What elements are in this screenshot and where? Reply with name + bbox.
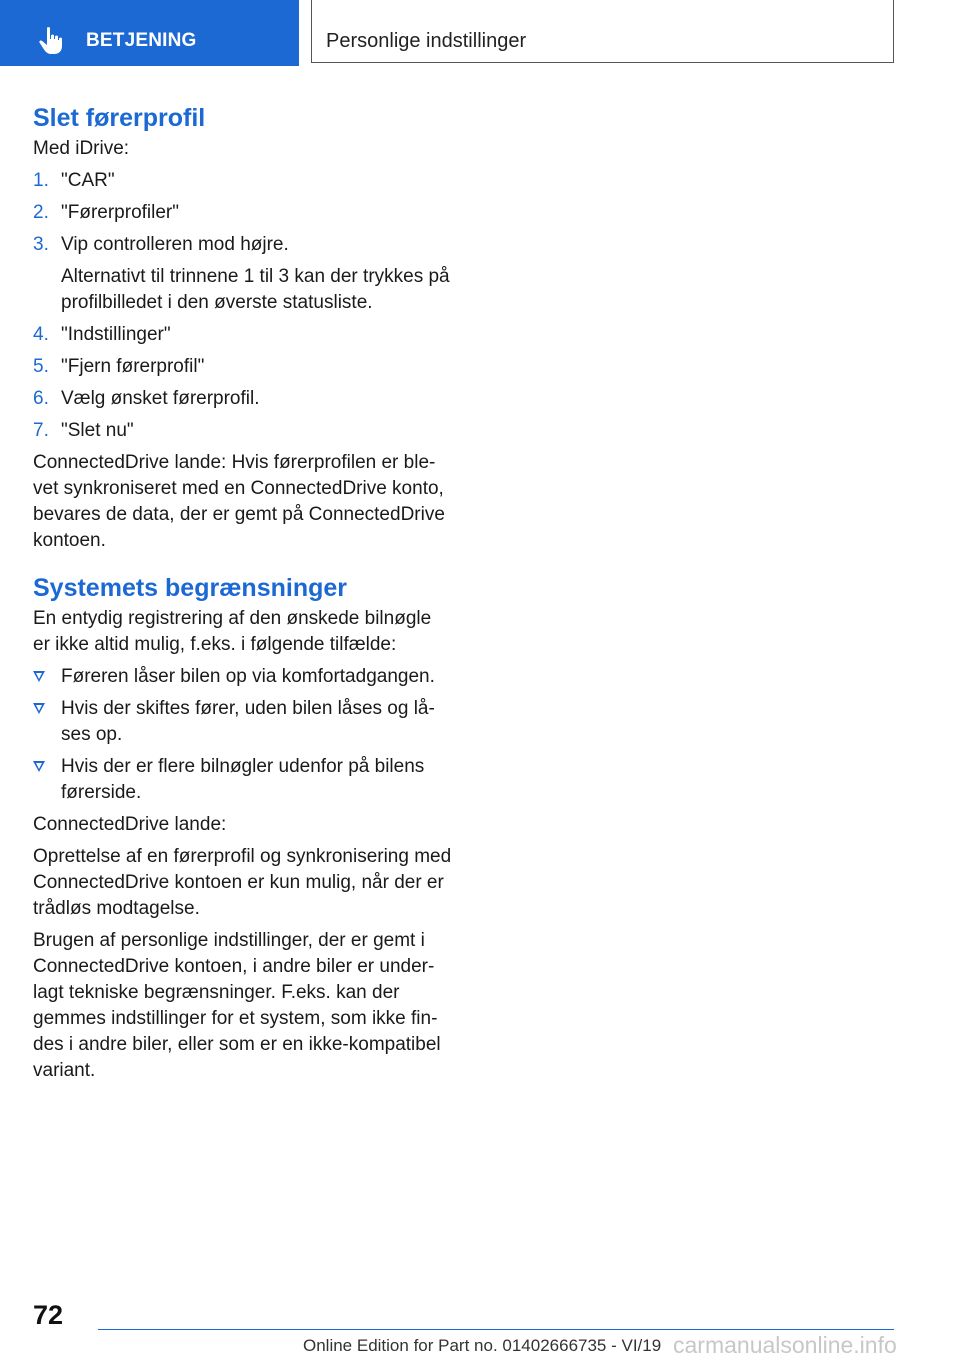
- paragraph: Brugen af personlige indstillinger, der er gemt i ConnectedDrive kontoen, i andre biler er under-lagt tekniske begrænsninger. F.eks. kan der gemmes indstillinger for et system, som ikke fin-des i andre biler, eller som er en ikke-kompatibel variant.: [33, 930, 441, 1081]
- step-number: 6.: [33, 388, 49, 409]
- intro-text: En entydig registrering af den ønskede bilnøgle er ikke altid mulig, f.eks. i følgende tilfælde:: [33, 608, 432, 655]
- list-item: [33, 754, 453, 806]
- step-number: 5.: [33, 356, 49, 377]
- list-item: [33, 664, 453, 690]
- list-item: [33, 354, 453, 380]
- bullet-text: Hvis der skiftes fører, uden bilen låses og lå-ses op.: [61, 698, 435, 745]
- page-number: 72: [33, 1300, 64, 1330]
- list-item: [33, 696, 453, 748]
- chapter-title: Personlige indstillinger: [326, 30, 527, 52]
- step-number: 3.: [33, 234, 49, 255]
- footer-edition-text: Online Edition for Part no. 01402666735 - VI/19: [303, 1336, 662, 1355]
- list-item: [33, 200, 453, 226]
- watermark: carmanualsonline.info: [673, 1332, 897, 1358]
- list-item: [33, 232, 453, 316]
- step-text: "Fjern førerprofil": [61, 356, 205, 377]
- list-item: [33, 168, 453, 194]
- connecteddrive-note: ConnectedDrive lande: Hvis førerprofilen er ble-vet synkroniseret med en ConnectedDrive konto, bevares de data, der er gemt på ConnectedDrive kontoen.: [33, 452, 445, 551]
- list-item: [33, 386, 453, 412]
- paragraph: Oprettelse af en førerprofil og synkronisering med ConnectedDrive kontoen er kun mulig, når der er trådløs modtagelse.: [33, 846, 452, 919]
- step-text: "Slet nu": [61, 420, 134, 441]
- step-number: 1.: [33, 170, 49, 191]
- step-number: 7.: [33, 420, 49, 441]
- section-heading-limitations: Systemets begrænsninger: [33, 574, 347, 602]
- hand-pointer-icon: [38, 26, 66, 56]
- step-number: 2.: [33, 202, 49, 223]
- step-text: "Indstillinger": [61, 324, 171, 345]
- bullet-text: Hvis der er flere bilnøgler udenfor på bilens førerside.: [61, 756, 425, 803]
- step-text: Vælg ønsket førerprofil.: [61, 388, 260, 409]
- step-text: "CAR": [61, 170, 115, 191]
- triangle-bullet-icon: [33, 671, 45, 682]
- list-item: [33, 418, 453, 444]
- section-heading-delete-profile: Slet førerprofil: [33, 104, 206, 132]
- triangle-bullet-icon: [33, 703, 45, 714]
- section-label: BETJENING: [86, 30, 197, 51]
- main-content: [33, 100, 453, 1084]
- bullet-text: Føreren låser bilen op via komfortadgangen.: [61, 666, 435, 687]
- step-text: Vip controlleren mod højre.: [61, 234, 289, 255]
- steps-list: [33, 168, 453, 444]
- triangle-bullet-icon: [33, 761, 45, 772]
- bullet-list: [33, 664, 453, 806]
- step-note: Alternativt til trinnene 1 til 3 kan der trykkes på profilbilledet i den øverste statusliste.: [61, 266, 450, 313]
- section-tab: [0, 0, 299, 66]
- step-text: "Førerprofiler": [61, 202, 179, 223]
- list-item: [33, 322, 453, 348]
- footer-divider: [98, 1329, 894, 1330]
- intro-text: Med iDrive:: [33, 138, 130, 159]
- chapter-header: [311, 0, 894, 63]
- step-number: 4.: [33, 324, 49, 345]
- paragraph: ConnectedDrive lande:: [33, 814, 227, 835]
